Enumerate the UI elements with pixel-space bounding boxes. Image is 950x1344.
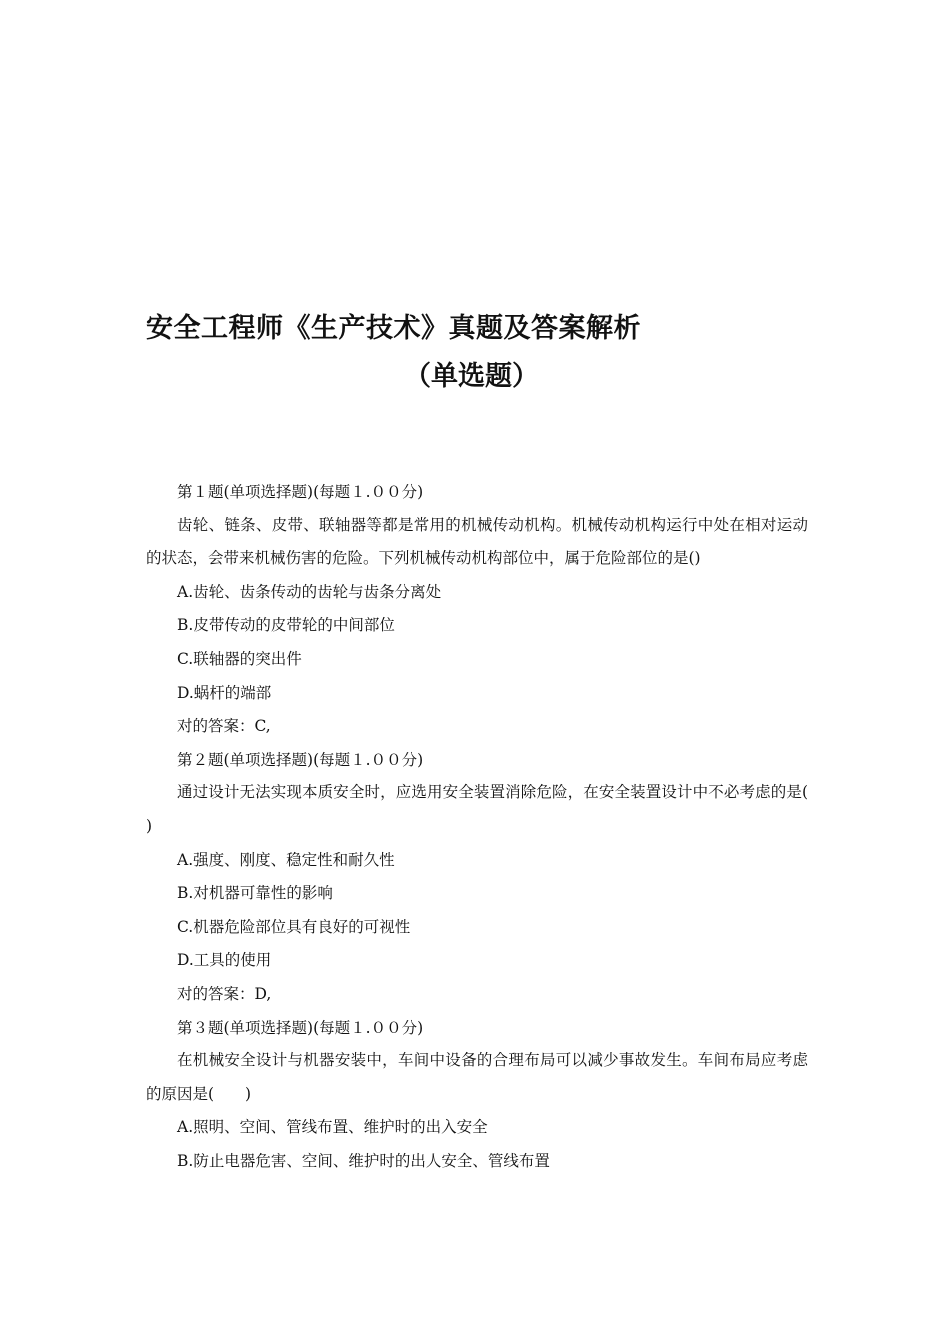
question-2	[146, 748, 840, 1016]
answer: 对的答案：D,	[177, 984, 272, 1003]
answer: 对的答案：C,	[177, 717, 271, 736]
question-stem: 在机械安全设计与机器安装中，车间中设备的合理布局可以减少事故发生。车间布局应考虑的原因是( )	[146, 1051, 808, 1103]
question-header: 第３题(单项选择题)(每题１.００分)	[177, 1018, 424, 1037]
option-a: A.照明、空间、管线布置、维护时的出入安全	[177, 1118, 488, 1137]
option-a: A.齿轮、齿条传动的齿轮与齿条分离处	[177, 582, 442, 601]
question-3	[146, 1016, 808, 1183]
option-b: B.皮带传动的皮带轮的中间部位	[177, 616, 395, 635]
question-stem: 通过设计无法实现本质安全时，应选用安全装置消除危险，在安全装置设计中不必考虑的是( )	[146, 783, 840, 835]
option-b: B.防止电器危害、空间、维护时的出人安全、管线布置	[177, 1151, 550, 1170]
option-c: C.机器危险部位具有良好的可视性	[177, 917, 411, 936]
option-d: D.工具的使用	[177, 951, 272, 970]
question-stem: 齿轮、链条、皮带、联轴器等都是常用的机械传动机构。机械传动机构运行中处在相对运动的状态，会带来机械伤害的危险。下列机械传动机构部位中，属于危险部位的是()	[146, 515, 808, 568]
option-d: D.蜗杆的端部	[177, 683, 272, 702]
option-c: C.联轴器的突出件	[177, 649, 302, 668]
option-b: B.对机器可靠性的影响	[177, 884, 333, 903]
question-list	[146, 480, 840, 1182]
document-title: 安全工程师《生产技术》真题及答案解析	[146, 313, 641, 344]
question-header: 第２题(单项选择题)(每题１.００分)	[177, 750, 424, 769]
question-header: 第１题(单项选择题)(每题１.００分)	[177, 483, 424, 501]
question-1	[146, 480, 808, 748]
document-subtitle: （单选题）	[404, 361, 539, 392]
option-a: A.强度、刚度、稳定性和耐久性	[177, 850, 395, 869]
